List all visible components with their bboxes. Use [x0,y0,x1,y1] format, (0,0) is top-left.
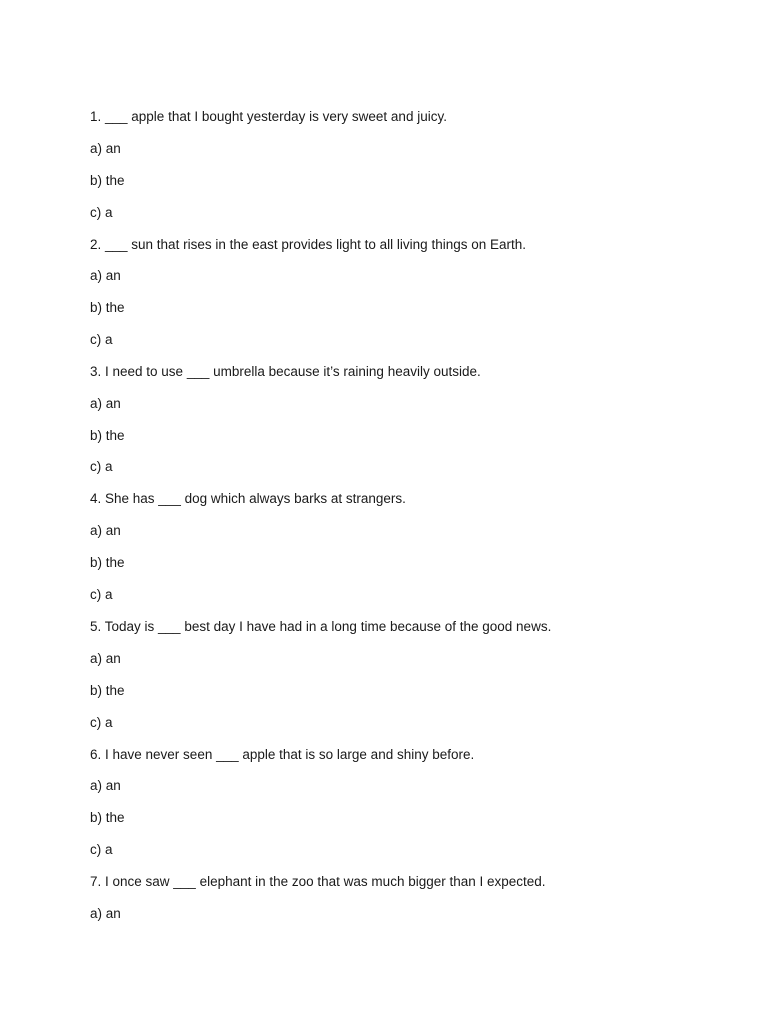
question-2-text: 2. ___ sun that rises in the east provides light to all living things on Earth. [90,237,527,252]
question-2-option-c: c) a [90,332,113,347]
question-4-option-c: c) a [90,587,113,602]
question-3-option-a: a) an [90,396,121,411]
question-4-option-a: a) an [90,523,121,538]
question-3-option-c: c) a [90,459,113,474]
question-1-text: 1. ___ apple that I bought yesterday is very sweet and juicy. [90,109,447,124]
question-7-text: 7. I once saw ___ elephant in the zoo that was much bigger than I expected. [90,874,546,889]
question-1-option-a: a) an [90,141,121,156]
question-4-text: 4. She has ___ dog which always barks at strangers. [90,491,406,506]
question-6-option-b: b) the [90,810,125,825]
question-3-option-b: b) the [90,428,125,443]
question-5-option-c: c) a [90,715,113,730]
question-1-option-c: c) a [90,205,113,220]
question-6-text: 6. I have never seen ___ apple that is so large and shiny before. [90,747,475,762]
question-5-option-b: b) the [90,683,125,698]
question-6-option-c: c) a [90,842,113,857]
question-6-option-a: a) an [90,778,121,793]
question-3-text: 3. I need to use ___ umbrella because it’s raining heavily outside. [90,364,481,379]
question-2-option-a: a) an [90,268,121,283]
question-4-option-b: b) the [90,555,125,570]
question-7-option-a: a) an [90,906,121,921]
question-1-option-b: b) the [90,173,125,188]
question-2-option-b: b) the [90,300,125,315]
question-5-option-a: a) an [90,651,121,666]
question-5-text: 5. Today is ___ best day I have had in a long time because of the good news. [90,619,552,634]
